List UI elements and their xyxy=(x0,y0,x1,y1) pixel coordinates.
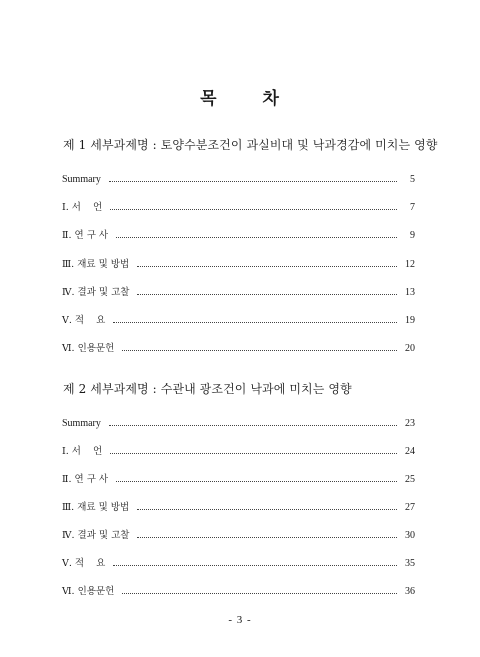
toc-entry-label: Ⅴ. 적 요 xyxy=(62,558,106,569)
toc-entry-label: Ⅴ. 적 요 xyxy=(62,315,106,326)
section-2-heading: 제 2 세부과제명 : 수관내 광조건이 낙과에 미치는 영향 xyxy=(63,382,352,396)
toc-entry-page: 36 xyxy=(405,586,415,597)
toc-entry-page: 20 xyxy=(405,343,415,354)
toc-entry-label: Ⅵ. 인용문헌 xyxy=(62,343,115,354)
toc-leader-dots xyxy=(137,265,397,267)
toc-entry xyxy=(62,553,415,569)
toc-leader-dots xyxy=(110,208,397,210)
toc-entry-label: Ⅲ. 재료 및 방법 xyxy=(62,259,130,270)
toc-entry-label: Ⅳ. 결과 및 고찰 xyxy=(62,287,130,298)
toc-entry-label: Ⅵ. 인용문헌 xyxy=(62,586,115,597)
toc-entry xyxy=(62,338,415,354)
toc-leader-dots xyxy=(137,508,397,510)
section-1-heading: 제 1 세부과제명 : 토양수분조건이 과실비대 및 낙과경감에 미치는 영향 xyxy=(63,138,438,152)
toc-leader-dots xyxy=(109,180,397,182)
page-number: - 3 - xyxy=(228,614,252,626)
page-title: 목 차 xyxy=(200,89,280,109)
toc-leader-dots xyxy=(137,293,397,295)
toc-leader-dots xyxy=(110,452,397,454)
toc-entry-label: Ⅰ. 서 언 xyxy=(62,446,103,457)
toc-entry xyxy=(62,469,415,485)
toc-leader-dots xyxy=(113,321,397,323)
toc-entry-page: 30 xyxy=(405,530,415,541)
toc-entry xyxy=(62,441,415,457)
toc-entry-label: Ⅲ. 재료 및 방법 xyxy=(62,502,130,513)
toc-entry xyxy=(62,413,415,429)
toc-entry-label: Ⅰ. 서 언 xyxy=(62,202,103,213)
toc-entry xyxy=(62,197,415,213)
toc-leader-dots xyxy=(116,236,397,238)
toc-leader-dots xyxy=(109,424,397,426)
toc-entry-page: 24 xyxy=(405,446,415,457)
toc-entry xyxy=(62,225,415,241)
toc-entry-page: 27 xyxy=(405,502,415,513)
toc-entry-page: 35 xyxy=(405,558,415,569)
toc-entry-page: 13 xyxy=(405,287,415,298)
toc-leader-dots xyxy=(122,349,397,351)
toc-entry xyxy=(62,310,415,326)
toc-entry-page: 19 xyxy=(405,315,415,326)
toc-entry-label: Summary xyxy=(62,174,101,185)
toc-entry-label: Ⅱ. 연 구 사 xyxy=(62,230,109,241)
toc-entry-page: 7 xyxy=(410,202,415,213)
toc-entry-label: Ⅱ. 연 구 사 xyxy=(62,474,109,485)
toc-leader-dots xyxy=(122,592,397,594)
toc-entry xyxy=(62,282,415,298)
toc-entry-page: 9 xyxy=(410,230,415,241)
toc-entry xyxy=(62,525,415,541)
toc-entry-label: Summary xyxy=(62,418,101,429)
toc-entry xyxy=(62,581,415,597)
toc-leader-dots xyxy=(137,536,397,538)
toc-entry-label: Ⅳ. 결과 및 고찰 xyxy=(62,530,130,541)
toc-entry xyxy=(62,497,415,513)
toc-entry-page: 5 xyxy=(410,174,415,185)
toc-entry xyxy=(62,169,415,185)
toc-leader-dots xyxy=(113,564,397,566)
toc-entry xyxy=(62,254,415,270)
toc-entry-page: 23 xyxy=(405,418,415,429)
toc-leader-dots xyxy=(116,480,397,482)
toc-entry-page: 25 xyxy=(405,474,415,485)
toc-entry-page: 12 xyxy=(405,259,415,270)
